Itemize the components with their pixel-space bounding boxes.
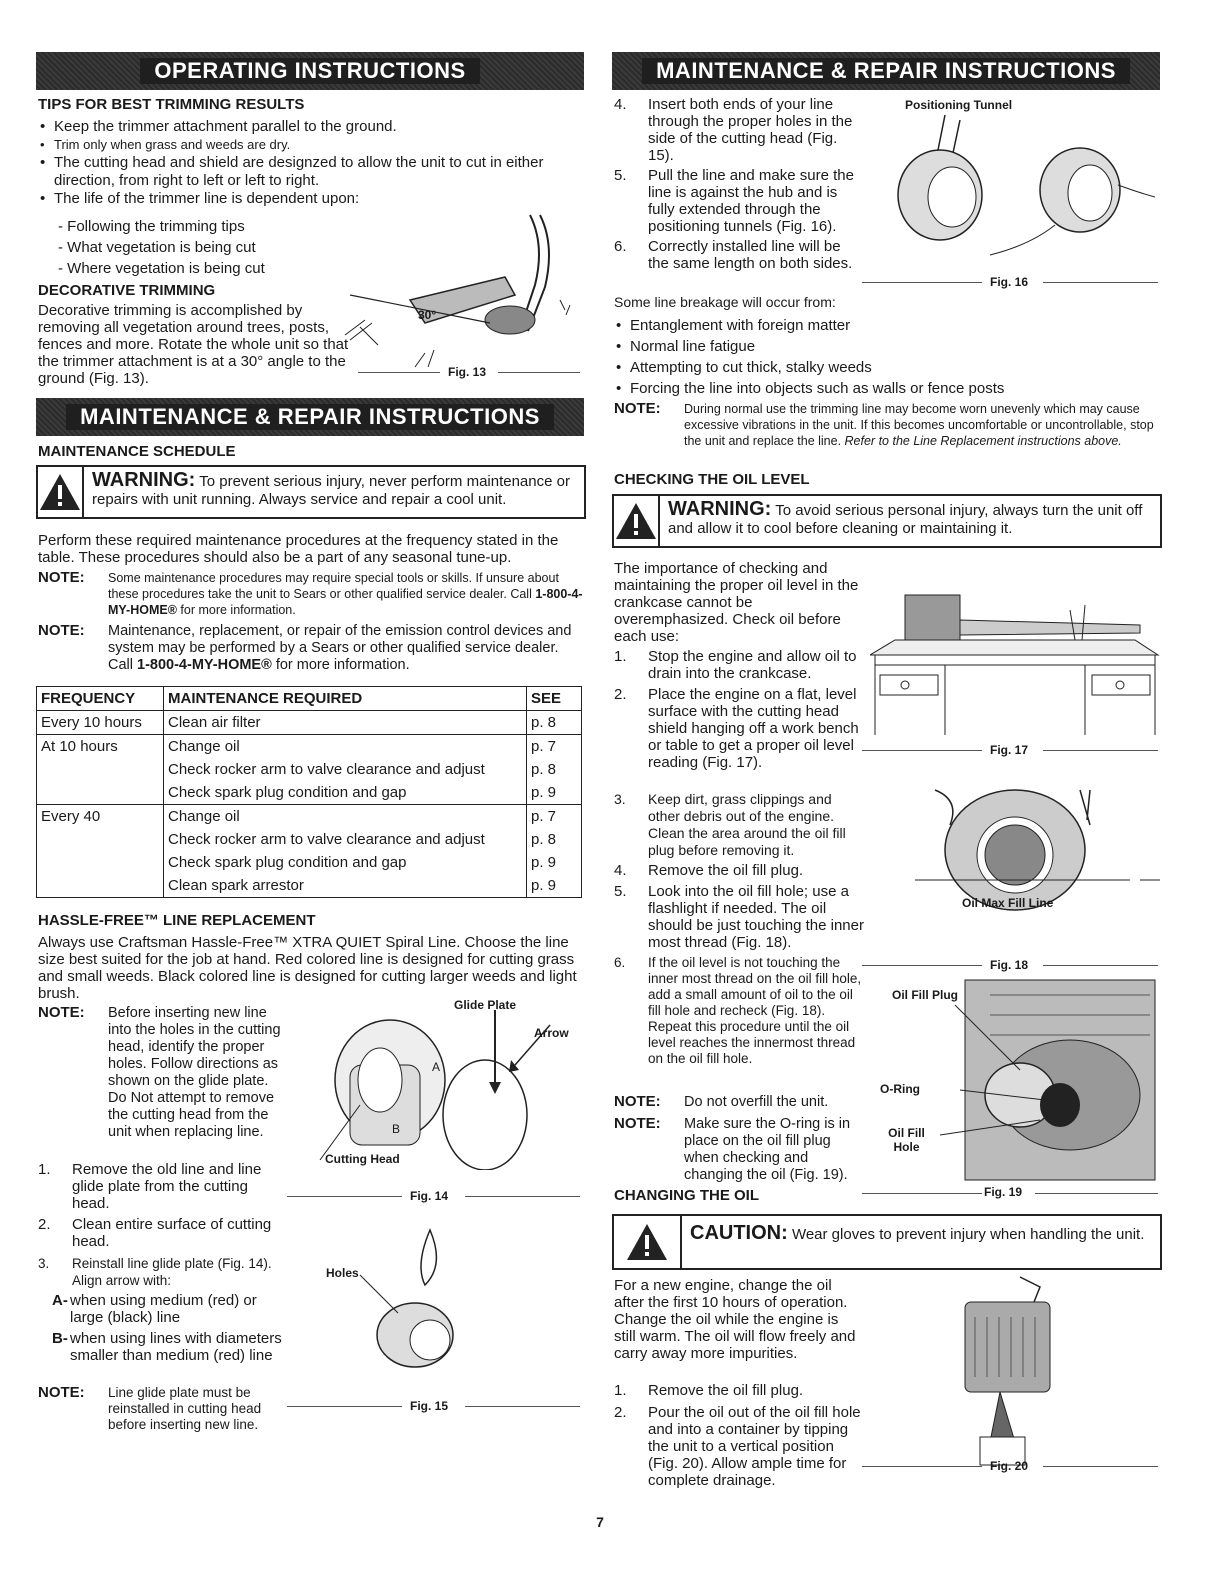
fig20-caption: Fig. 20 (990, 1459, 1029, 1473)
list-item: - Where vegetation is being cut (58, 258, 358, 279)
list-item: • Entanglement with foreign matter (612, 315, 1157, 336)
fig-rule (498, 372, 580, 373)
step-number: 1. (614, 1382, 627, 1399)
table-cell: Clean spark arrestor (164, 874, 527, 898)
table-cell: Clean air filter (164, 711, 527, 735)
table-row (37, 805, 582, 829)
schedule-note-2 (38, 623, 583, 674)
line-step-6 (614, 238, 864, 272)
fig-rule (862, 965, 982, 966)
note-part: During normal use the trimming line may become worn unevenly which may cause excessive vibrations in the unit. If this becomes uncomfortable or uncontrollable, stop the unit and replace the line. (684, 402, 1154, 448)
angle-label: 30° (418, 308, 437, 322)
step-text: Keep dirt, grass clippings and other debris out of the engine. Clean the area around the oil fill plug before removing it. (648, 791, 846, 858)
step-number: 4. (614, 862, 627, 879)
table-header-row (37, 687, 582, 711)
changing-oil-intro: For a new engine, change the oil after the first 10 hours of operation. Change the oil while the engine is still warm. The oil will flow freely and carry away more impurities. (614, 1277, 856, 1362)
list-item: • Trim only when grass and weeds are dry. (36, 136, 586, 154)
maintenance-warning-box (36, 465, 586, 519)
step-number: 1. (38, 1161, 51, 1178)
option-label: A- (52, 1292, 68, 1309)
oil-max-fill-label: Oil Max Fill Line (962, 896, 1054, 910)
warning-body: To prevent serious injury, never perform maintenance or repairs with unit running. Always service and repair a cool unit. (92, 473, 570, 508)
tips-list (36, 118, 586, 208)
list-item: • Keep the trimmer attachment parallel to the ground. (36, 118, 586, 136)
fig-rule (862, 282, 982, 283)
glide-plate-label: Glide Plate (454, 998, 517, 1012)
note-label: NOTE: (614, 1093, 661, 1110)
tips-heading: TIPS FOR BEST TRIMMING RESULTS (38, 96, 305, 113)
fig-rule (1043, 750, 1158, 751)
oil-step-5 (614, 883, 864, 951)
step-text: Place the engine on a flat, level surface with the cutting head shield hanging off a work bench or table to get a proper oil level reading (Fig. 17). (648, 686, 859, 771)
maintenance-schedule-heading: MAINTENANCE SCHEDULE (38, 443, 236, 460)
fig16-positioning-tunnels-illustration (880, 115, 1155, 275)
fig-rule (1043, 282, 1158, 283)
step-number: 1. (614, 648, 627, 665)
breakage-list (612, 315, 1157, 399)
table-cell: p. 7 (527, 735, 582, 759)
warning-body: To avoid serious personal injury, always turn the unit off and allow it to cool before cleaning or maintaining it. (668, 502, 1143, 537)
maintenance-schedule-table (36, 686, 582, 898)
oil-step-2 (614, 686, 864, 771)
fig-rule (862, 750, 982, 751)
table-row (37, 711, 582, 735)
maintenance-banner-left (36, 398, 584, 436)
oil-step-3 (614, 791, 864, 859)
list-item: • Forcing the line into objects such as walls or fence posts (612, 378, 1157, 399)
fig18-caption: Fig. 18 (990, 958, 1029, 972)
step-text: Stop the engine and allow oil to drain into the crankcase. (648, 648, 857, 682)
oil-warning-box (612, 494, 1162, 548)
warning-label: WARNING: (92, 469, 196, 491)
hassle-step-3 (38, 1255, 283, 1289)
note-label: NOTE: (38, 1384, 85, 1401)
change-step-1 (614, 1382, 864, 1399)
step-text: Reinstall line glide plate (Fig. 14). Align arrow with: (72, 1256, 272, 1288)
hassle-step-1 (38, 1161, 283, 1212)
banner-title: MAINTENANCE & REPAIR INSTRUCTIONS (66, 404, 554, 430)
table-cell: p. 9 (527, 874, 582, 898)
step-number: 2. (614, 686, 627, 703)
step-number: 3. (614, 791, 626, 807)
note-label: NOTE: (614, 1115, 661, 1132)
glide-plate-note (38, 1385, 288, 1433)
fig16-caption: Fig. 16 (990, 275, 1029, 289)
step-number: 6. (614, 238, 627, 255)
list-item: • Attempting to cut thick, stalky weeds (612, 357, 1157, 378)
fig14-caption: Fig. 14 (410, 1189, 449, 1203)
fig13-trimmer-angle-illustration (330, 205, 585, 375)
warning-text (660, 496, 1160, 546)
oil-step-4 (614, 862, 864, 879)
o-ring-note (614, 1116, 864, 1184)
align-option-a (52, 1292, 282, 1326)
o-ring-label: O-Ring (880, 1082, 920, 1096)
table-row (37, 851, 582, 874)
table-cell: Check rocker arm to valve clearance and adjust (164, 758, 527, 781)
step-text: If the oil level is not touching the inner most thread on the oil fill hole, add a small amount of oil to the oil fill hole and recheck (Fig. 18). Repeat this procedure until the oil level reaches the innermost thread on the oil fill hole. (648, 955, 862, 1066)
fig19-caption: Fig. 19 (984, 1185, 1023, 1199)
fig17-engine-on-bench-illustration (870, 585, 1160, 740)
note-text: Before inserting new line into the holes in the cutting head, identify the proper holes. Follow directions as shown on the glide plate. Do Not attempt to remove the cutting head from the unit when replacing line. (108, 1005, 281, 1140)
table-row (37, 781, 582, 805)
note-part: for more information. (271, 657, 410, 673)
table-cell: Every 10 hours (37, 711, 164, 735)
changing-oil-heading: CHANGING THE OIL (614, 1187, 759, 1204)
fig17-caption: Fig. 17 (990, 743, 1029, 757)
table-cell (37, 781, 164, 805)
caution-box (612, 1214, 1162, 1270)
column-header: SEE (527, 687, 582, 711)
b-marker: B (392, 1122, 401, 1136)
fig-rule (1043, 965, 1158, 966)
schedule-note-1 (38, 570, 583, 618)
table-row (37, 874, 582, 898)
warning-triangle-icon (614, 496, 660, 546)
line-wear-note (614, 401, 1159, 449)
list-item: • The cutting head and shield are designzed to allow the unit to cut in either direction, from right to left or left to right. (36, 154, 586, 190)
fig-rule (465, 1196, 580, 1197)
banner-title: OPERATING INSTRUCTIONS (140, 58, 479, 84)
table-cell: p. 8 (527, 758, 582, 781)
cutting-head-label: Cutting Head (325, 1152, 400, 1166)
caution-text (682, 1216, 1152, 1268)
line-step-5 (614, 167, 864, 235)
column-header: FREQUENCY (37, 687, 164, 711)
oil-step-1 (614, 648, 864, 682)
trimming-factors-list (36, 216, 358, 279)
fig-rule (1035, 1193, 1158, 1194)
banner-title: MAINTENANCE & REPAIR INSTRUCTIONS (642, 58, 1130, 84)
note-part: Maintenance, replacement, or repair of the emission control devices and system may be performed by a Sears or other qualified service dealer. Call (108, 623, 572, 673)
step-number: 2. (614, 1404, 627, 1421)
warning-triangle-icon (38, 467, 84, 517)
a-marker: A (432, 1060, 441, 1074)
step-text: Pour the oil out of the oil fill hole and into a container by tipping the unit to a vertical position (Fig. 20). Allow ample time for complete drainage. (648, 1404, 861, 1489)
caution-label: CAUTION: (690, 1222, 788, 1244)
table-cell: Check spark plug condition and gap (164, 781, 527, 805)
step-text: Correctly installed line will be the same length on both sides. (648, 238, 853, 272)
fig13-caption: Fig. 13 (448, 365, 487, 379)
fig-rule (1043, 1466, 1158, 1467)
note-label: NOTE: (614, 400, 661, 417)
positioning-tunnel-label: Positioning Tunnel (905, 98, 1013, 112)
note-text: Line glide plate must be reinstalled in cutting head before inserting new line. (108, 1385, 262, 1432)
step-number: 5. (614, 883, 627, 900)
table-cell (37, 758, 164, 781)
column-header: MAINTENANCE REQUIRED (164, 687, 527, 711)
maintenance-banner-right (612, 52, 1160, 90)
table-cell (37, 828, 164, 851)
table-cell: p. 8 (527, 711, 582, 735)
fig-rule (862, 1466, 982, 1467)
fig15-caption: Fig. 15 (410, 1399, 449, 1413)
note-text (108, 623, 583, 674)
arrow-label: Arrow (534, 1026, 569, 1040)
line-step-4 (614, 96, 864, 164)
phone-number: 1-800-4-MY-HOME® (108, 587, 583, 617)
fig15-cutting-head-holes-illustration (320, 1225, 470, 1375)
warning-triangle-icon (614, 1216, 682, 1268)
fig-rule (287, 1406, 402, 1407)
table-cell: p. 9 (527, 851, 582, 874)
note-part: Some maintenance procedures may require special tools or skills. If unsure about these procedures take the unit to Sears or other qualified service dealer. Call (108, 571, 559, 601)
note-text (684, 401, 1159, 449)
caution-body: Wear gloves to prevent injury when handling the unit. (791, 1226, 1145, 1243)
list-item: - Following the trimming tips (58, 216, 358, 237)
hassle-free-heading: HASSLE-FREE™ LINE REPLACEMENT (38, 912, 316, 929)
step-text: Remove the oil fill plug. (648, 1382, 804, 1399)
table-cell: p. 7 (527, 805, 582, 829)
oil-fill-plug-label: Oil Fill Plug (892, 988, 958, 1002)
step-number: 5. (614, 167, 627, 184)
table-row (37, 828, 582, 851)
option-text: when using medium (red) or large (black) line (70, 1292, 257, 1326)
list-item: - What vegetation is being cut (58, 237, 358, 258)
fig20-draining-oil-illustration (945, 1272, 1065, 1467)
table-row (37, 758, 582, 781)
note-text: Do not overfill the unit. (684, 1094, 829, 1110)
checking-oil-heading: CHECKING THE OIL LEVEL (614, 471, 810, 488)
step-number: 6. (614, 955, 626, 970)
warning-label: WARNING: (668, 498, 772, 520)
step-text: Pull the line and make sure the line is against the hub and is fully extended through the positioning tunnels (Fig. 16). (648, 167, 854, 235)
table-cell: Every 40 (37, 805, 164, 829)
step-text: Look into the oil fill hole; use a flashlight if needed. The oil should be just touching the inner most thread (Fig. 18). (648, 883, 864, 951)
table-cell: At 10 hours (37, 735, 164, 759)
table-cell: Change oil (164, 735, 527, 759)
table-cell (37, 851, 164, 874)
step-text: Insert both ends of your line through the proper holes in the side of the cutting head (Fig. 15). (648, 96, 853, 164)
table-cell: p. 8 (527, 828, 582, 851)
table-row (37, 735, 582, 759)
fig-rule (287, 1196, 402, 1197)
table-cell: Check rocker arm to valve clearance and adjust (164, 828, 527, 851)
note-label: NOTE: (38, 1004, 85, 1021)
step-text: Clean entire surface of cutting head. (72, 1216, 272, 1250)
change-step-2 (614, 1404, 864, 1489)
phone-number: 1-800-4-MY-HOME® (137, 657, 272, 673)
table-cell (37, 874, 164, 898)
note-text: Make sure the O-ring is in place on the oil fill plug when checking and changing the oil (Fig. 19). (684, 1116, 851, 1183)
list-item: • The life of the trimmer line is dependent upon: (36, 190, 586, 208)
oil-intro: The importance of checking and maintaining the proper oil level in the crankcase cannot be overemphasized. Check oil before each use: (614, 560, 859, 645)
fig-rule (862, 1193, 982, 1194)
align-option-b (52, 1330, 282, 1364)
schedule-intro: Perform these required maintenance procedures at the frequency stated in the table. These procedures should also be a part of any seasonal tune-up. (38, 532, 559, 566)
hassle-step-2 (38, 1216, 283, 1250)
step-text: Remove the oil fill plug. (648, 862, 804, 879)
note-part: for more information. (176, 603, 296, 617)
option-label: B- (52, 1330, 68, 1347)
operating-instructions-banner (36, 52, 584, 90)
step-text: Remove the old line and line glide plate from the cutting head. (72, 1161, 262, 1212)
holes-label: Holes (326, 1266, 359, 1280)
fig-rule (358, 372, 440, 373)
table-cell: Check spark plug condition and gap (164, 851, 527, 874)
note-reference: Refer to the Line Replacement instructions above. (844, 434, 1122, 448)
step-number: 4. (614, 96, 627, 113)
table-cell: Change oil (164, 805, 527, 829)
hassle-free-intro: Always use Craftsman Hassle-Free™ XTRA QUIET Spiral Line. Choose the line size best suited for the job at hand. Red colored line is designed for cutting grass and small weeds. Black colored line is designed for cutting larger weeds and light brush. (38, 934, 577, 1002)
decorative-text: Decorative trimming is accomplished by removing all vegetation around trees, posts, fences and more. Rotate the whole unit so that the trimmer attachment is at a 30° angle to the ground (Fig. 13). (38, 302, 349, 387)
oil-step-6 (614, 955, 864, 1067)
page-number: 7 (596, 1514, 604, 1530)
decorative-heading: DECORATIVE TRIMMING (38, 282, 216, 299)
overfill-note (614, 1094, 864, 1110)
hassle-note (38, 1005, 288, 1141)
step-number: 3. (38, 1256, 50, 1271)
note-label: NOTE: (38, 569, 85, 586)
note-text (108, 570, 583, 618)
option-text: when using lines with diameters smaller than medium (red) line (70, 1330, 282, 1364)
breakage-intro: Some line breakage will occur from: (614, 294, 836, 310)
note-label: NOTE: (38, 622, 85, 639)
fig-rule (465, 1406, 580, 1407)
list-item: • Normal line fatigue (612, 336, 1157, 357)
oil-fill-hole-label: Oil Fill Hole (888, 1126, 925, 1154)
warning-text (84, 467, 584, 517)
step-number: 2. (38, 1216, 51, 1233)
table-cell: p. 9 (527, 781, 582, 805)
